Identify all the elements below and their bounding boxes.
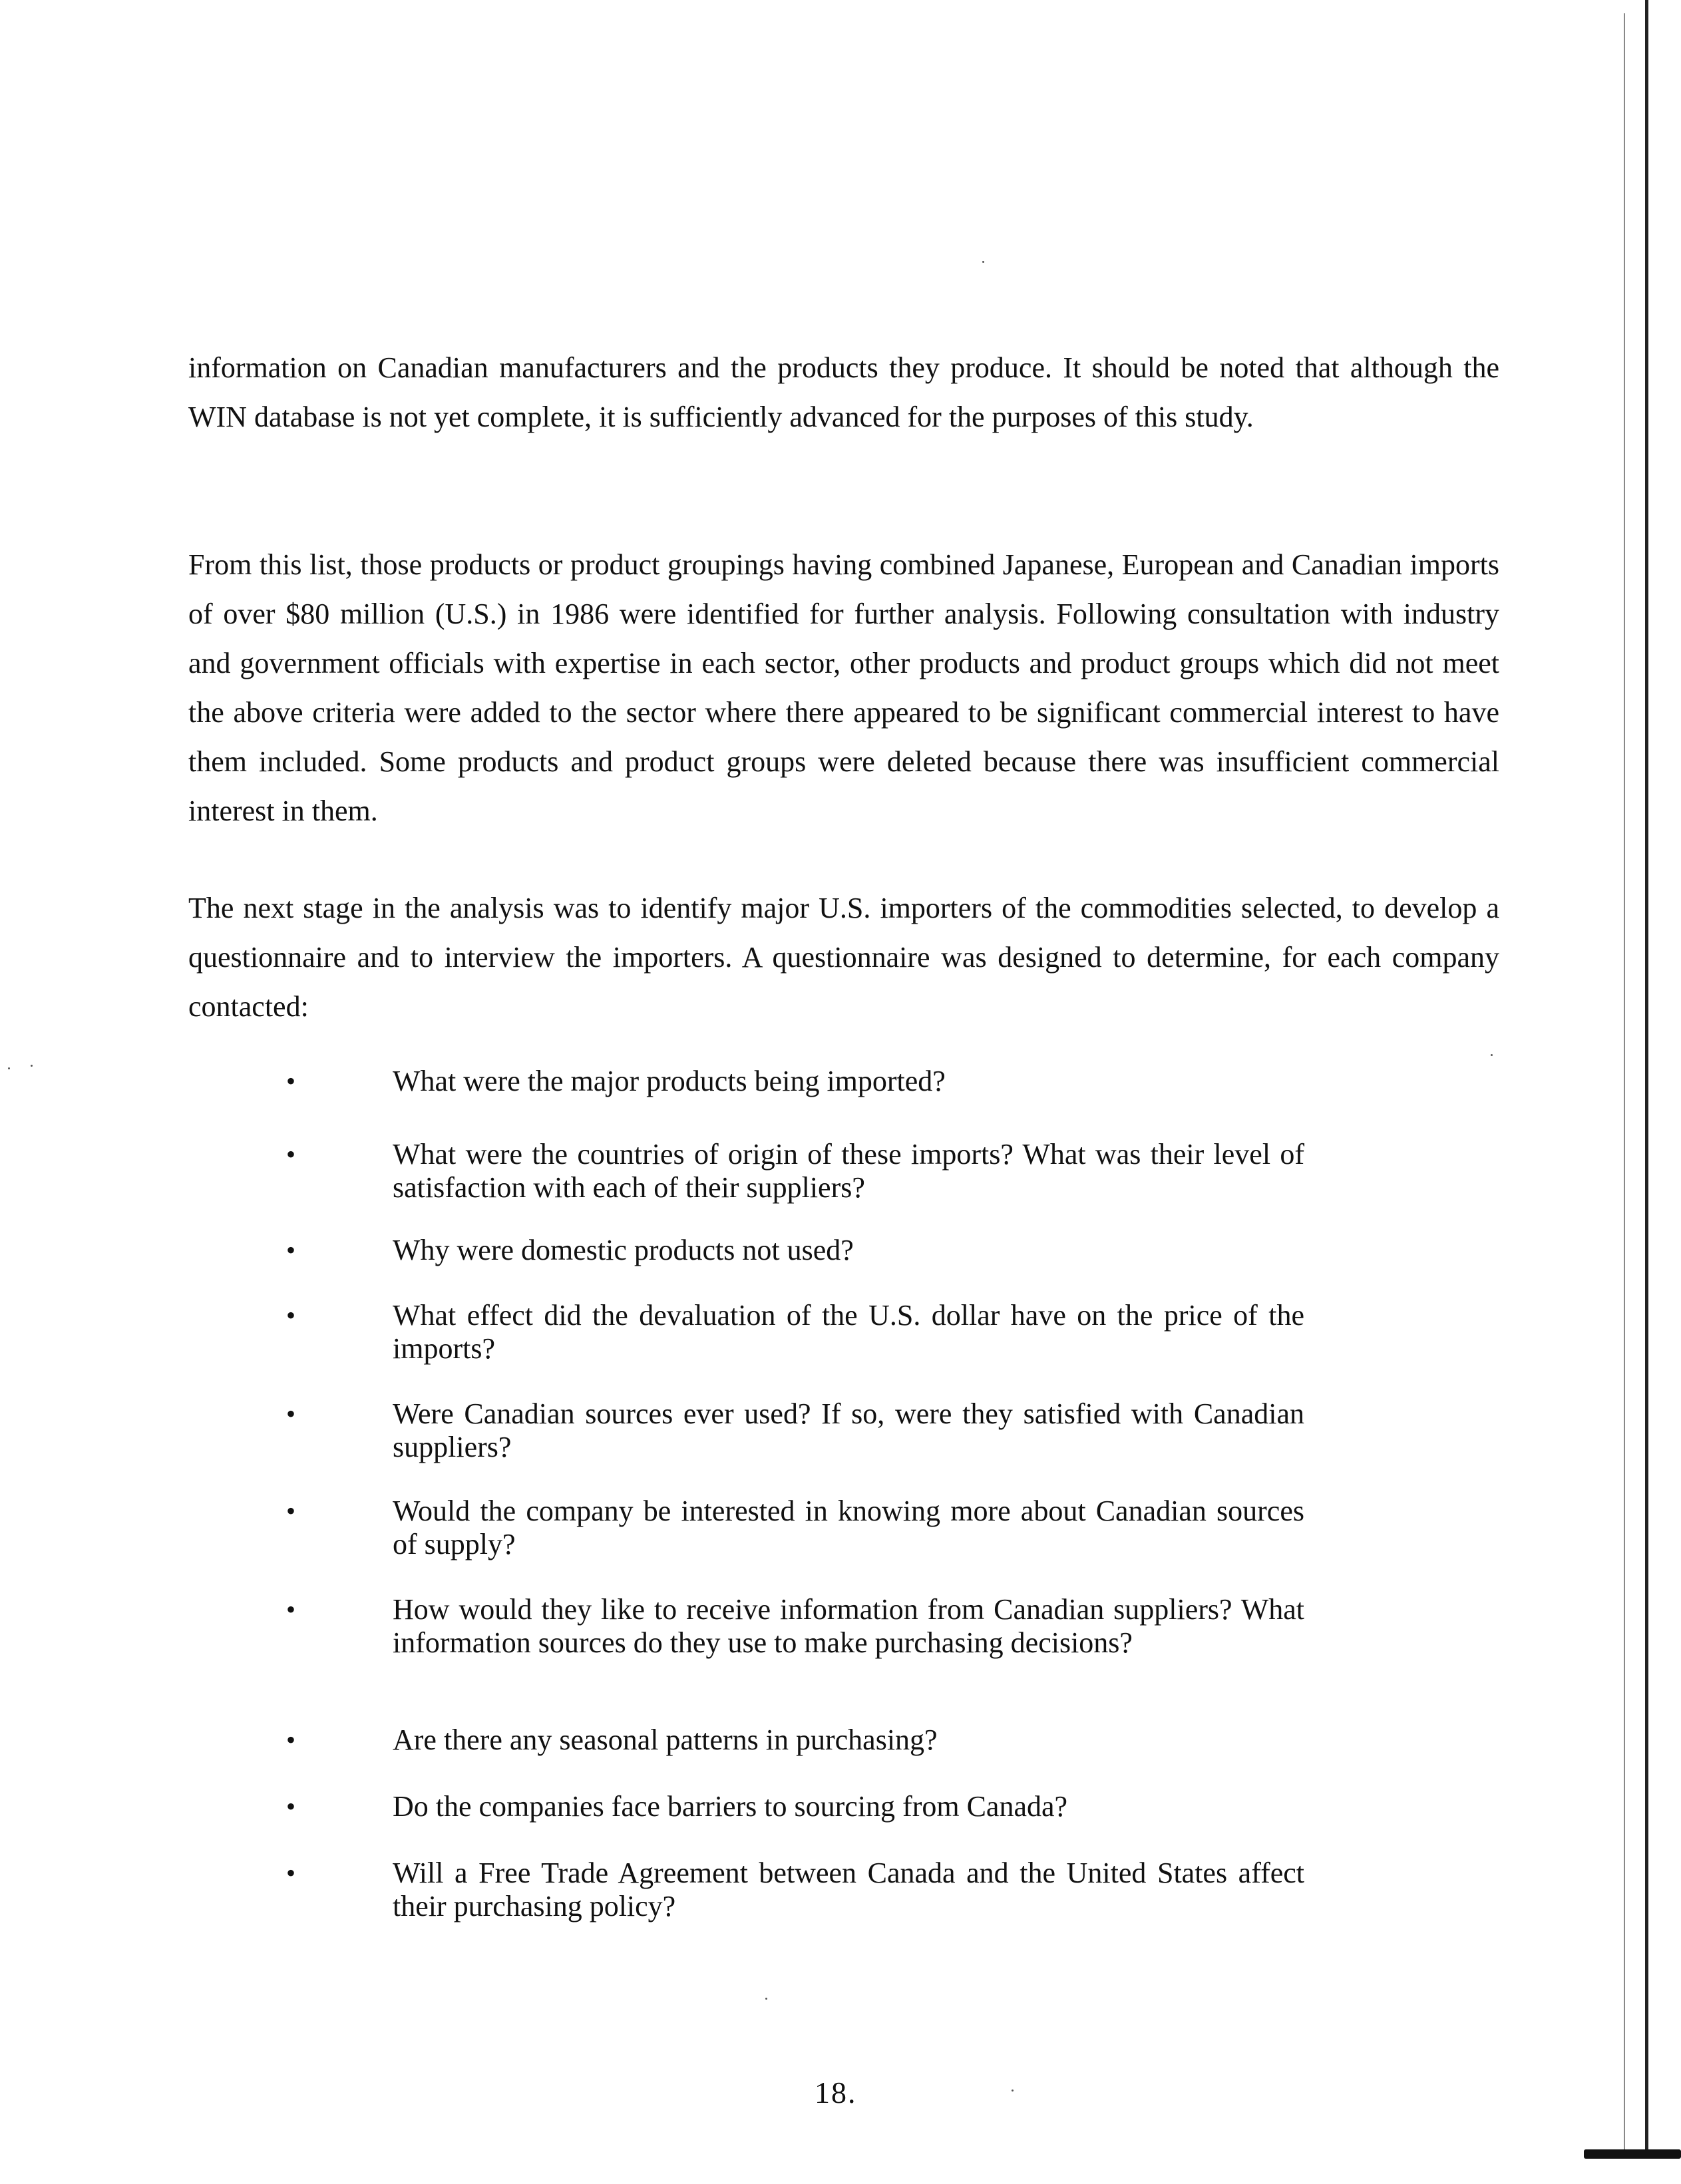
paragraph-product-selection: From this list, those products or product groupings having combined Japanese, European and Canadian imports of over $80 million (U.S.) in 1986 were identified for further analysis. Following consultation with industry and government officials with expertise in each sector, other products and product groups which did not meet the above criteria were added to the sector where there appeared to be significant commercial interest to have them included. Some products and product groups were deleted because there was insufficient commercial interest in them. — [188, 548, 1499, 827]
scan-speck — [1012, 2090, 1014, 2092]
question-text: Why were domestic products not used? — [393, 1234, 854, 1266]
bullet-icon: • — [286, 1399, 296, 1429]
question-text: Were Canadian sources ever used? If so, were they satisfied with Canadian suppliers? — [393, 1397, 1304, 1463]
bullet-icon: • — [286, 1791, 296, 1821]
scan-edge-border — [1645, 0, 1648, 2156]
bullet-icon: • — [286, 1066, 296, 1096]
question-text: Will a Free Trade Agreement between Canada and the United States affect their purchasing policy? — [393, 1857, 1304, 1922]
bullet-icon: • — [286, 1725, 296, 1755]
paragraph-win-database: information on Canadian manufacturers and the products they produce. It should be noted that although the WIN database is not yet complete, it is sufficiently advanced for the purposes of this study. — [188, 351, 1499, 433]
question-text: Do the companies face barriers to sourcing from Canada? — [393, 1790, 1068, 1823]
question-text: Would the company be interested in knowing more about Canadian sources of supply? — [393, 1495, 1304, 1560]
bullet-icon: • — [286, 1594, 296, 1624]
question-text: What effect did the devaluation of the U.S. dollar have on the price of the imports? — [393, 1299, 1304, 1365]
question-text: Are there any seasonal patterns in purchasing? — [393, 1724, 938, 1756]
bullet-icon: • — [286, 1139, 296, 1169]
paragraph-questionnaire-intro: The next stage in the analysis was to identify major U.S. importers of the commodities selected, to develop a questionnaire and to interview the importers. A questionnaire was designed to determine, for each company contacted: — [188, 892, 1499, 1023]
scan-edge-line — [1624, 13, 1625, 2156]
scan-speck — [982, 261, 984, 263]
scan-edge-foot — [1584, 2149, 1681, 2159]
bullet-icon: • — [286, 1858, 296, 1888]
bullet-icon: • — [286, 1300, 296, 1330]
scan-speck — [765, 1998, 767, 2000]
page-number: 18. — [815, 2076, 857, 2109]
question-text: What were the countries of origin of these imports? What was their level of satisfaction with each of their suppliers? — [393, 1138, 1304, 1204]
scan-speck — [31, 1065, 33, 1067]
question-text: What were the major products being imported? — [393, 1065, 946, 1097]
scan-speck — [8, 1067, 10, 1069]
question-text: How would they like to receive information from Canadian suppliers? What information sources do they use to make purchasing decisions? — [393, 1593, 1304, 1659]
scan-speck — [1491, 1054, 1493, 1056]
bullet-icon: • — [286, 1235, 296, 1265]
bullet-icon: • — [286, 1496, 296, 1526]
